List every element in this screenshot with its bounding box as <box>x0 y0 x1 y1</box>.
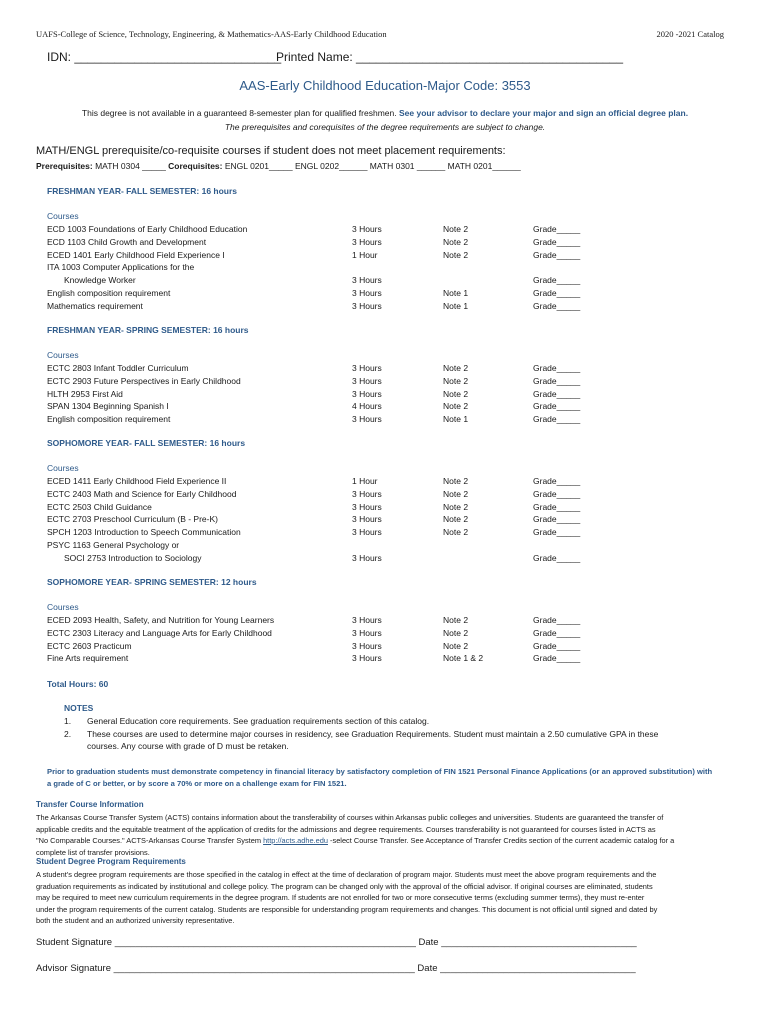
course-note: Note 2 <box>443 615 469 625</box>
sdpr-title: Student Degree Program Requirements <box>36 857 186 866</box>
grade-blank[interactable]: Grade_____ <box>533 300 581 311</box>
course-note: Note 2 <box>443 401 469 412</box>
note-number: 2. <box>64 728 72 739</box>
courses-label: Courses <box>47 211 79 221</box>
grade-blank[interactable]: Grade_____ <box>533 476 581 486</box>
plan-note-advisor: See your advisor to declare your major and sign an official degree plan. <box>398 108 689 118</box>
course-note: Note 2 <box>443 527 469 538</box>
note-text: These courses are used to determine major courses in residency, see Graduation Requirements. Student must maintain a 2.50 cumulative GPA in these <box>87 728 659 739</box>
acts-link[interactable]: http://acts.adhe.edu <box>263 836 328 845</box>
course-name: ECTC 2403 Math and Science for Early Childhood <box>47 488 237 499</box>
course-name: ECD 1003 Foundations of Early Childhood Education <box>47 224 248 234</box>
course-note: Note 2 <box>443 224 469 234</box>
grade-blank[interactable]: Grade_____ <box>533 363 581 373</box>
coreq-label: Corequisites: <box>168 161 223 171</box>
course-name: ECTC 2303 Literacy and Language Arts for Early Childhood <box>47 627 272 638</box>
grade-blank[interactable]: Grade_____ <box>533 488 581 499</box>
course-note: Note 2 <box>443 375 469 386</box>
course-note: Note 2 <box>443 363 469 373</box>
semester-title: FRESHMAN YEAR- FALL SEMESTER: 16 hours <box>47 186 238 196</box>
course-hours: 3 Hours <box>352 363 382 373</box>
courses-label: Courses <box>47 602 79 612</box>
grade-blank[interactable]: Grade_____ <box>533 501 581 512</box>
course-name: SPAN 1304 Beginning Spanish I <box>47 401 169 412</box>
course-name: ECED 1411 Early Childhood Field Experience II <box>47 476 227 486</box>
total-hours: Total Hours: 60 <box>47 679 109 689</box>
semester-title: FRESHMAN YEAR- SPRING SEMESTER: 16 hours <box>47 325 249 335</box>
course-hours: 3 Hours <box>352 224 382 234</box>
plan-note <box>0 108 770 118</box>
catalog-header-left: UAFS-College of Science, Technology, Engineering, & Mathematics-AAS-Early Childhood Education <box>36 29 387 39</box>
course-note: Note 1 <box>443 414 469 425</box>
fin-line: a grade of C or better, or by score a 70% or more on a challenge exam for FIN 1521. <box>47 779 347 788</box>
course-hours: 1 Hour <box>352 249 378 260</box>
prereq-change-note: The prerequisites and corequisites of the degree requirements are subject to change. <box>224 122 546 132</box>
course-note: Note 1 <box>443 288 469 298</box>
idn-field[interactable]: IDN: _______________________________ <box>47 50 282 64</box>
course-note: Note 2 <box>443 476 469 486</box>
course-name: ITA 1003 Computer Applications for the <box>47 262 195 273</box>
course-name: ECED 2093 Health, Safety, and Nutrition for Young Learners <box>47 615 275 625</box>
course-hours: 3 Hours <box>352 488 382 499</box>
course-note: Note 2 <box>443 514 469 525</box>
math-engl-heading: MATH/ENGL prerequisite/co-requisite courses if student does not meet placement requirements: <box>36 145 506 157</box>
course-hours: 3 Hours <box>352 375 382 386</box>
catalog-year: 2020 -2021 Catalog <box>656 29 724 39</box>
course-hours: 3 Hours <box>352 275 382 286</box>
notes-title: NOTES <box>64 703 94 713</box>
grade-blank[interactable]: Grade_____ <box>533 414 581 425</box>
course-name: Mathematics requirement <box>47 300 143 311</box>
grade-blank[interactable]: Grade_____ <box>533 375 581 386</box>
sdpr-line: both the student and an authorized university representative. <box>36 916 235 925</box>
course-name: ECED 1401 Early Childhood Field Experience I <box>47 249 225 260</box>
courses-label: Courses <box>47 463 79 473</box>
course-hours: 3 Hours <box>352 300 382 311</box>
course-name: English composition requirement <box>47 288 171 298</box>
course-note: Note 1 & 2 <box>443 653 484 664</box>
transfer-line: complete list of transfer provisions. <box>36 847 150 857</box>
sdpr-line: A student's degree program requirements are those specified in the catalog in effect at the time of declaration of program major. Students must meet the above program requirements and the <box>36 870 657 879</box>
fin-line: Prior to graduation students must demonstrate competency in financial literacy by satisfactory completion of FIN 1521 Personal Finance Applications (or an approved substitution) with <box>47 767 713 776</box>
page-title: AAS-Early Childhood Education-Major Code: 3553 <box>239 78 531 93</box>
grade-blank[interactable]: Grade_____ <box>533 388 581 399</box>
prereq-line <box>36 161 521 171</box>
note-text: courses. Any course with grade of D must be retaken. <box>87 741 289 751</box>
grade-blank[interactable]: Grade_____ <box>533 627 581 638</box>
sdpr-line: under the program requirements of the current catalog. Students are responsible for understanding program requirements and changes. This document is not official until signed and dated by <box>36 904 658 914</box>
course-note: Note 2 <box>443 627 469 638</box>
course-note: Note 2 <box>443 236 469 247</box>
course-name: SOCI 2753 Introduction to Sociology <box>64 552 202 563</box>
grade-blank[interactable]: Grade_____ <box>533 224 581 234</box>
course-hours: 3 Hours <box>352 388 382 399</box>
semester-title: SOPHOMORE YEAR- FALL SEMESTER: 16 hours <box>47 438 246 448</box>
sdpr-line: graduation requirements as indicated by institutional and college policy. The program can be changed only with the approval of the official advisor. If original courses are eliminated, students <box>36 881 653 891</box>
course-note: Note 2 <box>443 488 469 499</box>
course-hours: 3 Hours <box>352 640 382 651</box>
transfer-line: The Arkansas Course Transfer System (ACTS) contains information about the transferability of courses within Arkansas public colleges and universities. Students are guaranteed the transfer of <box>36 813 664 822</box>
course-hours: 3 Hours <box>352 514 382 525</box>
course-name: ECTC 2603 Practicum <box>47 640 132 651</box>
course-name: ECTC 2903 Future Perspectives in Early Childhood <box>47 375 241 386</box>
course-hours: 4 Hours <box>352 401 382 412</box>
course-hours: 3 Hours <box>352 236 382 247</box>
course-note: Note 1 <box>443 300 469 311</box>
course-name: Knowledge Worker <box>64 275 136 286</box>
grade-blank[interactable]: Grade_____ <box>533 527 581 538</box>
prereq-value: MATH 0304 _____ <box>95 161 166 171</box>
course-hours: 3 Hours <box>352 288 382 298</box>
course-hours: 3 Hours <box>352 414 382 425</box>
course-hours: 3 Hours <box>352 527 382 538</box>
transfer-line <box>36 835 674 847</box>
plan-note-text: This degree is not available in a guaranteed 8-semester plan for qualified freshmen. <box>81 108 397 118</box>
transfer-paragraph <box>36 812 674 858</box>
note-number: 1. <box>64 716 72 726</box>
sdpr-paragraph <box>36 869 657 927</box>
grade-blank[interactable]: Grade_____ <box>533 653 581 664</box>
course-name: SPCH 1203 Introduction to Speech Communication <box>47 527 241 538</box>
course-name: Fine Arts requirement <box>47 653 129 664</box>
course-name: HLTH 2953 First Aid <box>47 388 123 399</box>
transfer-text: "No Comparable Courses." ACTS-Arkansas Course Transfer System <box>36 836 261 845</box>
course-note: Note 2 <box>443 501 469 512</box>
course-note: Note 2 <box>443 249 469 260</box>
course-name: ECTC 2703 Preschool Curriculum (B - Pre-K) <box>47 514 218 525</box>
student-signature-field[interactable]: Student Signature _________________________________________________________ Date _____________________________________ <box>36 937 637 948</box>
grade-blank[interactable]: Grade_____ <box>533 236 581 247</box>
note-text: General Education core requirements. See graduation requirements section of this catalog. <box>87 716 430 726</box>
course-hours: 3 Hours <box>352 627 382 638</box>
transfer-text-after: -select Course Transfer. See Acceptance of Transfer Credits section of the current academic catalog for a <box>327 836 675 845</box>
courses-label: Courses <box>47 350 79 360</box>
course-hours: 3 Hours <box>352 501 382 512</box>
printed-name-field[interactable]: Printed Name: ________________________________________ <box>276 50 623 64</box>
grade-blank[interactable]: Grade_____ <box>533 552 581 563</box>
course-name: ECD 1103 Child Growth and Development <box>47 236 207 247</box>
grade-blank[interactable]: Grade_____ <box>533 640 581 651</box>
course-hours: 3 Hours <box>352 552 382 563</box>
transfer-line: applicable credits and the equitable treatment of the application of credits for the admissions and degree requirements. Courses transferability is not guaranteed for courses listed in ACTS as <box>36 824 656 834</box>
financial-literacy-note <box>47 766 712 790</box>
course-note: Note 2 <box>443 388 469 399</box>
advisor-signature-field[interactable]: Advisor Signature _________________________________________________________ Date _____________________________________ <box>36 963 636 974</box>
grade-blank[interactable]: Grade_____ <box>533 615 581 625</box>
course-hours: 3 Hours <box>352 653 382 664</box>
course-name: ECTC 2803 Infant Toddler Curriculum <box>47 363 189 373</box>
grade-blank[interactable]: Grade_____ <box>533 249 581 260</box>
grade-blank[interactable]: Grade_____ <box>533 401 581 412</box>
course-name: ECTC 2503 Child Guidance <box>47 501 152 512</box>
grade-blank[interactable]: Grade_____ <box>533 514 581 525</box>
semester-title: SOPHOMORE YEAR- SPRING SEMESTER: 12 hours <box>47 577 257 587</box>
course-hours: 3 Hours <box>352 615 382 625</box>
grade-blank[interactable]: Grade_____ <box>533 275 581 286</box>
course-name: PSYC 1163 General Psychology or <box>47 540 180 550</box>
course-note: Note 2 <box>443 640 469 651</box>
course-name: English composition requirement <box>47 414 171 425</box>
sdpr-line: may be required to meet new curriculum requirements in the degree program. If students are not enrolled for two or more consecutive terms (excluding summer terms), they must re-enter <box>36 893 645 902</box>
prereq-label: Prerequisites: <box>36 161 93 171</box>
coreq-value: ENGL 0201_____ ENGL 0202______ MATH 0301 ______ MATH 0201______ <box>224 161 521 171</box>
grade-blank[interactable]: Grade_____ <box>533 288 581 298</box>
course-hours: 1 Hour <box>352 476 378 486</box>
transfer-title: Transfer Course Information <box>36 800 144 809</box>
